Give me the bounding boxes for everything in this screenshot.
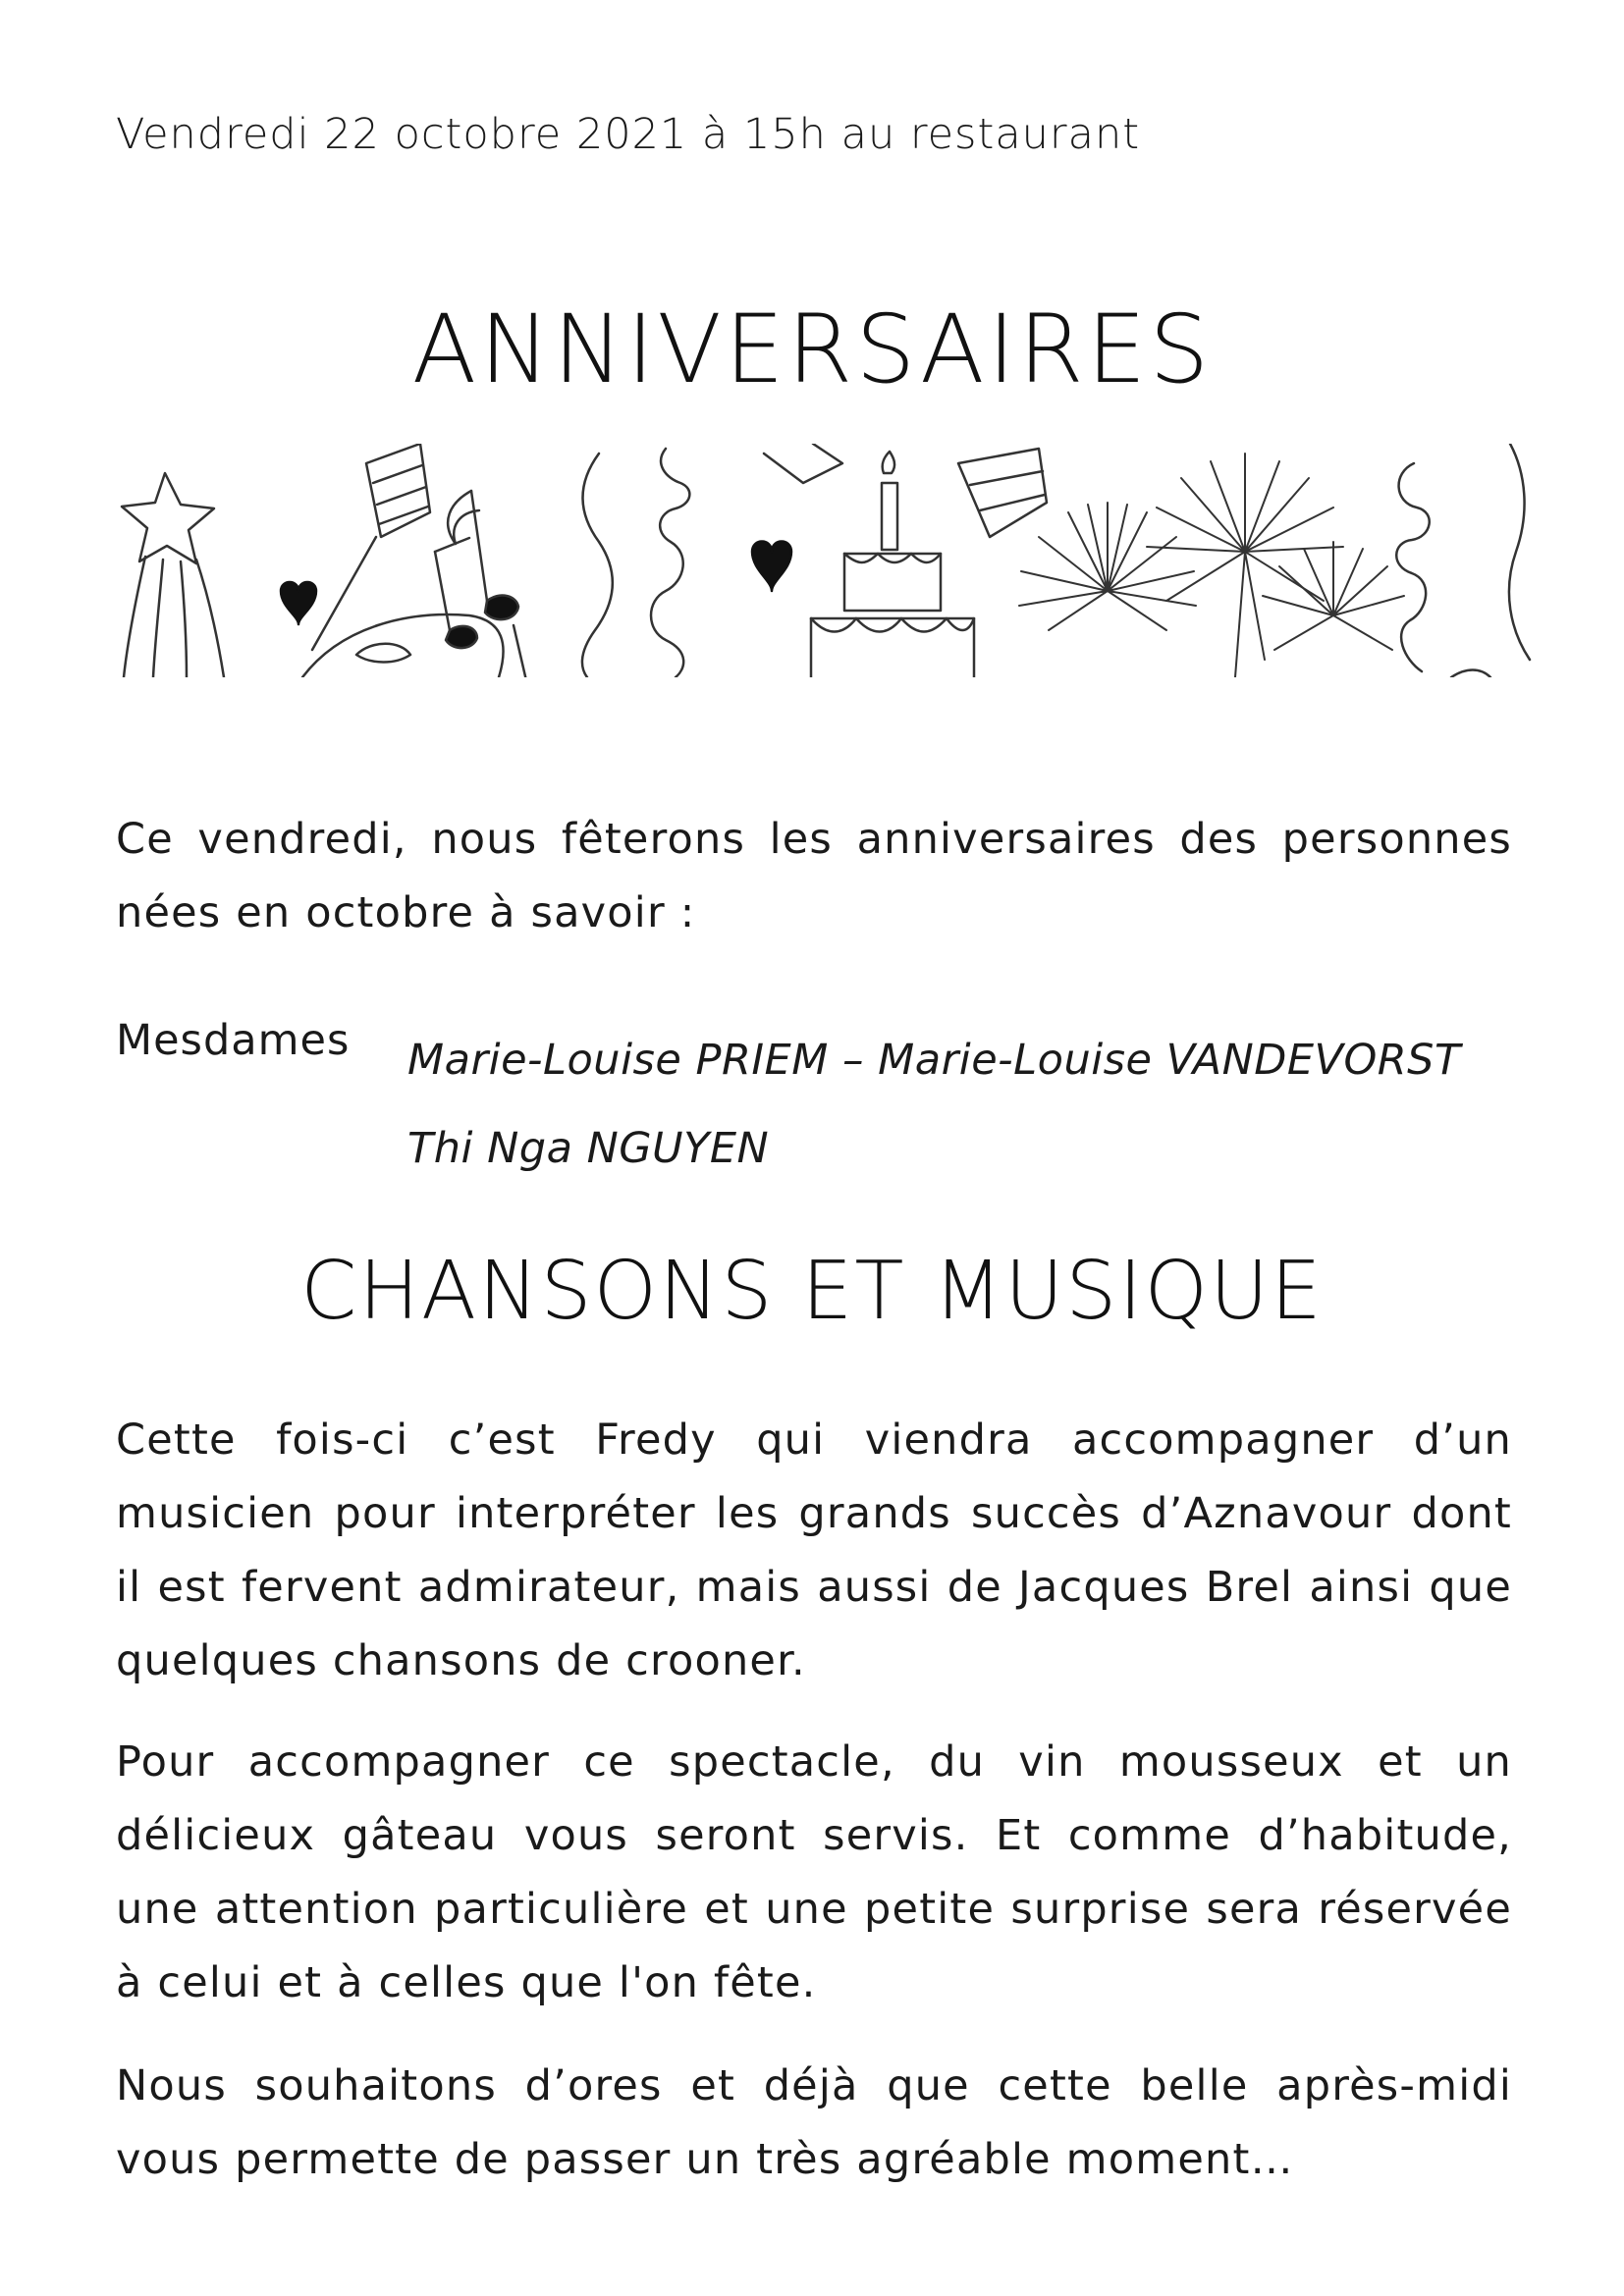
party-hat-icon — [958, 449, 1047, 537]
star-icon — [122, 473, 224, 677]
anniversaires-title: ANNIVERSAIRES — [411, 294, 1213, 404]
party-illustration — [116, 444, 1532, 677]
party-horn-icon — [312, 444, 430, 650]
mask-icon — [302, 614, 504, 677]
heart-icon — [281, 582, 316, 624]
streamer-icon — [582, 454, 613, 677]
refreshments-paragraph: Pour accompagner ce spectacle, du vin mousseux et un délicieux gâteau vous seront servis. Et comme d’habitude, une attention particulière et une petite surprise sera réservée à celui et à celles que l'on fête. — [116, 1737, 1512, 2007]
music-note-icon — [435, 491, 528, 677]
names-line-1: Marie-Louise PRIEM – Marie-Louise VANDEVORST — [407, 1036, 1461, 1085]
ribbon-icon — [764, 444, 842, 483]
event-date-line: Vendredi 22 octobre 2021 à 15h au restaurant — [116, 110, 1141, 159]
mesdames-label: Mesdames — [116, 1016, 351, 1065]
celebrant-names — [407, 1016, 1461, 1193]
intro-paragraph: Ce vendredi, nous fêterons les anniversaires des personnes nées en octobre à savoir : — [116, 815, 1512, 937]
streamer-icon — [1509, 444, 1530, 660]
closing-paragraph: Nous souhaitons d’ores et déjà que cette belle après-midi vous permette de passer un très agréable moment… — [116, 2061, 1512, 2184]
chansons-title: CHANSONS ET MUSIQUE — [300, 1245, 1324, 1338]
fireworks-icon — [1019, 454, 1404, 677]
streamer-icon — [1396, 463, 1429, 671]
streamer-icon — [651, 449, 689, 677]
heart-icon — [752, 542, 791, 592]
birthday-cake-icon — [811, 452, 974, 677]
music-paragraph: Cette fois-ci c’est Fredy qui viendra accompagner d’un musicien pour interpréter les grands succès d’Aznavour dont il est fervent admirateur, mais aussi de Jacques Brel ainsi que quelques chansons de crooner. — [116, 1415, 1512, 1685]
names-line-2: Thi Nga NGUYEN — [407, 1124, 770, 1173]
